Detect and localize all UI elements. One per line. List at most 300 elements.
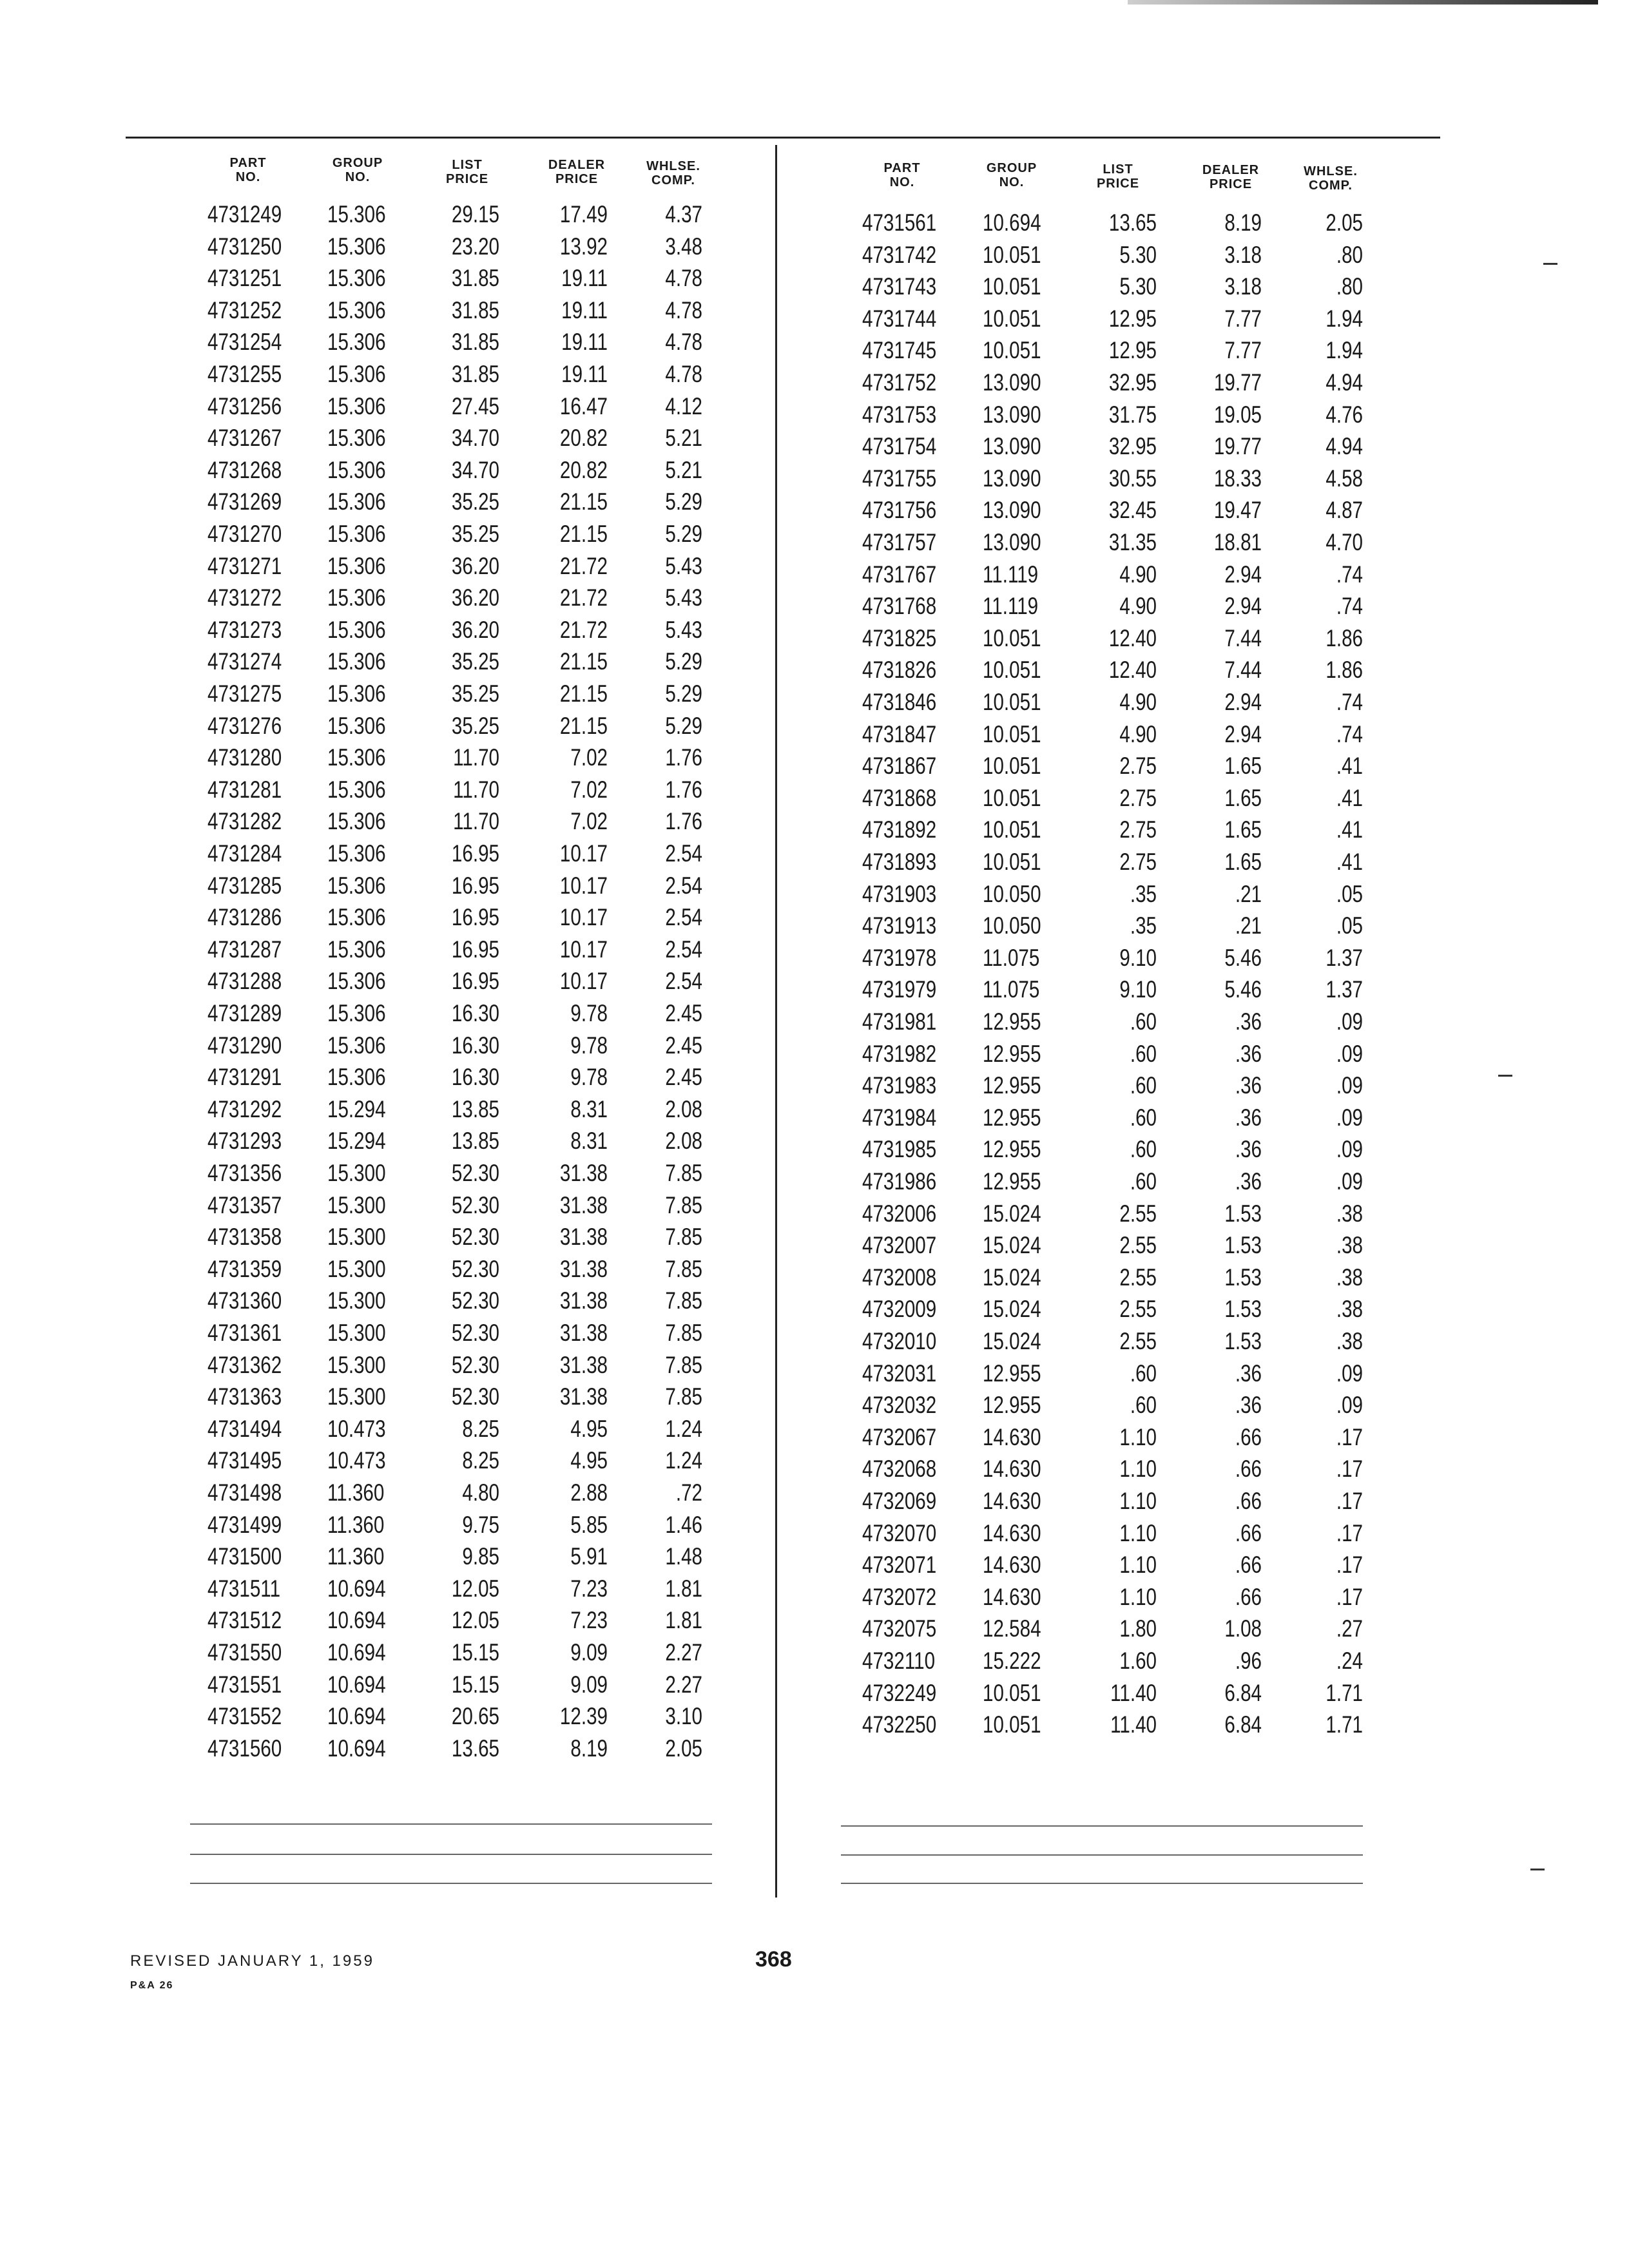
cell-list: 11.70 <box>453 744 499 771</box>
cell-group: 14.630 <box>983 1423 1041 1450</box>
cell-list: 12.95 <box>1108 305 1157 332</box>
cell-whlse: .80 <box>1336 241 1363 268</box>
cell-whlse: .41 <box>1336 849 1363 875</box>
cell-dealer: 19.11 <box>561 361 608 387</box>
cell-dealer: .36 <box>1235 1392 1262 1419</box>
cell-list: 52.30 <box>451 1224 499 1251</box>
cell-list: 36.20 <box>451 552 499 579</box>
cell-part: 4731867 <box>862 753 937 780</box>
cell-group: 10.051 <box>983 816 1041 843</box>
cell-part: 4732007 <box>862 1232 937 1259</box>
cell-part: 4732071 <box>862 1552 937 1579</box>
cell-group: 15.306 <box>327 712 386 739</box>
cell-dealer: 19.05 <box>1213 401 1262 428</box>
cell-list: 2.55 <box>1119 1232 1157 1259</box>
cell-whlse: 3.48 <box>665 233 702 260</box>
cell-list: 52.30 <box>451 1255 499 1282</box>
cell-group: 11.360 <box>327 1511 385 1538</box>
left-header-group: GROUP NO. <box>332 156 383 184</box>
cell-part: 4731868 <box>862 784 937 811</box>
cell-group: 15.306 <box>327 744 386 771</box>
cell-list: 12.05 <box>451 1607 499 1634</box>
cell-part: 4731281 <box>207 776 282 803</box>
cell-whlse: 7.85 <box>665 1320 702 1346</box>
cell-whlse: .74 <box>1336 720 1363 747</box>
cell-group: 13.090 <box>983 497 1041 524</box>
cell-group: 15.306 <box>327 392 386 419</box>
cell-list: .60 <box>1130 1168 1157 1195</box>
cell-group: 15.300 <box>327 1351 386 1378</box>
cell-list: 27.45 <box>451 392 499 419</box>
cell-whlse: .05 <box>1336 880 1363 907</box>
cell-list: 2.55 <box>1119 1264 1157 1291</box>
cell-part: 4731745 <box>862 337 937 364</box>
cell-group: 10.050 <box>983 912 1041 939</box>
cell-dealer: 1.08 <box>1224 1615 1262 1642</box>
right-header-part: PART NO. <box>883 161 921 189</box>
cell-list: .60 <box>1130 1360 1157 1387</box>
cell-part: 4731360 <box>207 1287 282 1314</box>
cell-list: 12.05 <box>451 1575 499 1602</box>
cell-whlse: 7.85 <box>665 1224 702 1251</box>
cell-part: 4731361 <box>207 1320 282 1346</box>
cell-whlse: 7.85 <box>665 1351 702 1378</box>
ledger-line <box>841 1825 1363 1827</box>
cell-whlse: 1.24 <box>665 1415 702 1442</box>
cell-list: 16.95 <box>451 936 499 963</box>
cell-part: 4731291 <box>207 1064 282 1091</box>
cell-whlse: .38 <box>1336 1328 1363 1354</box>
cell-group: 15.306 <box>327 361 386 387</box>
cell-list: 2.75 <box>1119 849 1157 875</box>
cell-dealer: 10.17 <box>559 936 608 963</box>
cell-dealer: 21.72 <box>559 584 608 611</box>
cell-dealer: .36 <box>1235 1008 1262 1035</box>
cell-list: .60 <box>1130 1008 1157 1035</box>
cell-dealer: 9.09 <box>570 1639 608 1666</box>
cell-group: 15.300 <box>327 1383 386 1410</box>
cell-dealer: .66 <box>1235 1583 1262 1610</box>
cell-dealer: 31.38 <box>559 1287 608 1314</box>
cell-dealer: 21.15 <box>559 648 608 675</box>
cell-part: 4731498 <box>207 1479 282 1506</box>
cell-dealer: 7.44 <box>1224 624 1262 651</box>
cell-whlse: 1.24 <box>665 1447 702 1474</box>
cell-whlse: .17 <box>1336 1423 1363 1450</box>
cell-dealer: 9.78 <box>570 1064 608 1091</box>
cell-part: 4731978 <box>862 944 937 971</box>
cell-dealer: 20.82 <box>559 456 608 483</box>
cell-part: 4731280 <box>207 744 282 771</box>
cell-dealer: 7.44 <box>1224 657 1262 684</box>
cell-list: 9.10 <box>1119 944 1157 971</box>
cell-part: 4731270 <box>207 521 282 547</box>
cell-list: 16.30 <box>451 1000 499 1026</box>
cell-part: 4731985 <box>862 1136 937 1163</box>
cell-part: 4731495 <box>207 1447 282 1474</box>
cell-list: 13.65 <box>451 1735 499 1762</box>
cell-dealer: 21.15 <box>559 712 608 739</box>
cell-part: 4732009 <box>862 1296 937 1323</box>
cell-whlse: 5.21 <box>665 425 702 452</box>
cell-group: 10.051 <box>983 849 1041 875</box>
cell-part: 4731272 <box>207 584 282 611</box>
cell-whlse: 2.54 <box>665 872 702 899</box>
cell-list: 2.55 <box>1119 1296 1157 1323</box>
cell-list: 31.85 <box>451 296 499 323</box>
cell-whlse: 1.37 <box>1325 944 1363 971</box>
cell-group: 15.024 <box>983 1200 1041 1227</box>
cell-list: 35.25 <box>451 680 499 707</box>
cell-dealer: 21.15 <box>559 521 608 547</box>
cell-dealer: 9.09 <box>570 1671 608 1698</box>
cell-part: 4731755 <box>862 465 937 492</box>
cell-list: .35 <box>1130 912 1157 939</box>
cell-group: 15.300 <box>327 1191 386 1218</box>
cell-dealer: 7.77 <box>1224 305 1262 332</box>
cell-group: 10.051 <box>983 241 1041 268</box>
cell-group: 11.360 <box>327 1543 385 1570</box>
cell-dealer: 7.77 <box>1224 337 1262 364</box>
cell-part: 4731768 <box>862 593 937 620</box>
cell-group: 10.051 <box>983 657 1041 684</box>
cell-group: 14.630 <box>983 1583 1041 1610</box>
cell-whlse: 1.94 <box>1325 337 1363 364</box>
cell-dealer: .21 <box>1235 880 1262 907</box>
cell-whlse: .72 <box>675 1479 702 1506</box>
cell-list: 15.15 <box>451 1639 499 1666</box>
cell-group: 15.024 <box>983 1232 1041 1259</box>
cell-dealer: 1.65 <box>1224 784 1262 811</box>
cell-part: 4732068 <box>862 1456 937 1483</box>
cell-part: 4731983 <box>862 1072 937 1099</box>
cell-part: 4732031 <box>862 1360 937 1387</box>
ledger-line <box>841 1883 1363 1884</box>
cell-dealer: 10.17 <box>559 872 608 899</box>
cell-group: 10.051 <box>983 305 1041 332</box>
cell-dealer: 7.02 <box>570 776 608 803</box>
cell-part: 4731767 <box>862 561 937 588</box>
cell-part: 4731256 <box>207 392 282 419</box>
cell-part: 4731251 <box>207 265 282 292</box>
cell-dealer: 31.38 <box>559 1191 608 1218</box>
page-number: 368 <box>755 1947 792 1972</box>
cell-part: 4731356 <box>207 1160 282 1186</box>
cell-whlse: .17 <box>1336 1552 1363 1579</box>
cell-whlse: 2.45 <box>665 1064 702 1091</box>
cell-group: 12.955 <box>983 1392 1041 1419</box>
cell-part: 4731825 <box>862 624 937 651</box>
right-header-group: GROUP NO. <box>986 161 1037 189</box>
cell-list: 31.75 <box>1108 401 1157 428</box>
cell-dealer: 2.94 <box>1224 593 1262 620</box>
cell-whlse: .09 <box>1336 1008 1363 1035</box>
cell-list: 31.85 <box>451 361 499 387</box>
margin-mark <box>1543 263 1557 265</box>
cell-whlse: 7.85 <box>665 1160 702 1186</box>
cell-group: 10.051 <box>983 784 1041 811</box>
cell-part: 4731276 <box>207 712 282 739</box>
cell-whlse: 7.85 <box>665 1287 702 1314</box>
cell-whlse: .74 <box>1336 593 1363 620</box>
cell-whlse: .41 <box>1336 753 1363 780</box>
cell-part: 4731981 <box>862 1008 937 1035</box>
cell-part: 4731756 <box>862 497 937 524</box>
cell-group: 12.955 <box>983 1136 1041 1163</box>
cell-whlse: 2.54 <box>665 968 702 995</box>
cell-part: 4731275 <box>207 680 282 707</box>
cell-list: 35.25 <box>451 712 499 739</box>
left-header-list: LIST PRICE <box>445 158 489 186</box>
cell-whlse: 5.29 <box>665 712 702 739</box>
cell-list: 1.60 <box>1119 1648 1157 1674</box>
cell-group: 15.306 <box>327 872 386 899</box>
cell-whlse: .38 <box>1336 1200 1363 1227</box>
cell-dealer: 5.91 <box>570 1543 608 1570</box>
cell-whlse: 5.29 <box>665 680 702 707</box>
cell-list: 12.40 <box>1108 657 1157 684</box>
cell-list: 4.90 <box>1119 561 1157 588</box>
cell-list: 4.90 <box>1119 593 1157 620</box>
left-header-whlse: WHLSE. COMP. <box>646 159 700 187</box>
cell-part: 4731982 <box>862 1040 937 1067</box>
cell-whlse: 2.08 <box>665 1095 702 1122</box>
cell-group: 15.306 <box>327 456 386 483</box>
cell-dealer: .36 <box>1235 1040 1262 1067</box>
cell-part: 4732067 <box>862 1423 937 1450</box>
cell-dealer: 21.72 <box>559 616 608 643</box>
cell-dealer: 16.47 <box>559 392 608 419</box>
cell-part: 4731744 <box>862 305 937 332</box>
cell-dealer: 7.02 <box>570 808 608 835</box>
cell-dealer: 1.53 <box>1224 1232 1262 1259</box>
cell-dealer: .36 <box>1235 1168 1262 1195</box>
cell-part: 4731293 <box>207 1128 282 1155</box>
cell-group: 10.694 <box>327 1671 386 1698</box>
cell-whlse: 5.43 <box>665 584 702 611</box>
cell-group: 10.473 <box>327 1415 386 1442</box>
cell-list: 1.10 <box>1119 1552 1157 1579</box>
cell-whlse: 7.85 <box>665 1191 702 1218</box>
cell-whlse: .38 <box>1336 1232 1363 1259</box>
cell-group: 15.306 <box>327 648 386 675</box>
cell-part: 4731268 <box>207 456 282 483</box>
cell-group: 12.584 <box>983 1615 1041 1642</box>
cell-part: 4731847 <box>862 720 937 747</box>
cell-part: 4731288 <box>207 968 282 995</box>
cell-part: 4731273 <box>207 616 282 643</box>
cell-list: 52.30 <box>451 1351 499 1378</box>
ledger-line <box>190 1883 712 1884</box>
cell-list: 4.90 <box>1119 720 1157 747</box>
cell-group: 10.051 <box>983 624 1041 651</box>
right-header-dealer: DEALER PRICE <box>1202 163 1260 191</box>
cell-part: 4732072 <box>862 1583 937 1610</box>
cell-part: 4731269 <box>207 488 282 515</box>
cell-list: 34.70 <box>451 456 499 483</box>
cell-whlse: 4.87 <box>1325 497 1363 524</box>
cell-part: 4731290 <box>207 1032 282 1059</box>
cell-group: 15.306 <box>327 776 386 803</box>
cell-list: 35.25 <box>451 521 499 547</box>
cell-list: .60 <box>1130 1392 1157 1419</box>
cell-dealer: 31.38 <box>559 1160 608 1186</box>
cell-group: 10.694 <box>983 209 1041 236</box>
cell-dealer: .36 <box>1235 1104 1262 1131</box>
cell-group: 15.306 <box>327 329 386 356</box>
cell-part: 4731903 <box>862 880 937 907</box>
cell-list: 36.20 <box>451 584 499 611</box>
cell-part: 4731362 <box>207 1351 282 1378</box>
cell-part: 4732249 <box>862 1679 937 1706</box>
cell-list: 1.10 <box>1119 1423 1157 1450</box>
left-header-dealer: DEALER PRICE <box>548 158 606 186</box>
cell-list: 2.75 <box>1119 784 1157 811</box>
cell-dealer: 10.17 <box>559 840 608 867</box>
cell-group: 10.051 <box>983 273 1041 300</box>
cell-group: 12.955 <box>983 1040 1041 1067</box>
cell-part: 4731826 <box>862 657 937 684</box>
cell-group: 15.306 <box>327 1000 386 1026</box>
cell-whlse: 4.78 <box>665 329 702 356</box>
cell-part: 4732069 <box>862 1488 937 1514</box>
cell-group: 15.306 <box>327 233 386 260</box>
cell-part: 4732006 <box>862 1200 937 1227</box>
cell-list: 29.15 <box>451 201 499 227</box>
cell-whlse: .17 <box>1336 1583 1363 1610</box>
cell-list: 52.30 <box>451 1160 499 1186</box>
cell-list: 30.55 <box>1108 465 1157 492</box>
cell-part: 4732010 <box>862 1328 937 1354</box>
cell-dealer: .21 <box>1235 912 1262 939</box>
cell-whlse: 5.29 <box>665 648 702 675</box>
cell-list: 4.80 <box>462 1479 499 1506</box>
cell-part: 4731494 <box>207 1415 282 1442</box>
cell-part: 4731359 <box>207 1255 282 1282</box>
cell-dealer: 19.77 <box>1213 369 1262 396</box>
cell-whlse: 2.45 <box>665 1032 702 1059</box>
cell-group: 11.075 <box>983 976 1040 1003</box>
cell-group: 10.694 <box>327 1607 386 1634</box>
cell-part: 4731892 <box>862 816 937 843</box>
cell-whlse: .17 <box>1336 1456 1363 1483</box>
cell-group: 10.694 <box>327 1575 386 1602</box>
cell-group: 10.473 <box>327 1447 386 1474</box>
cell-dealer: 31.38 <box>559 1351 608 1378</box>
cell-group: 15.024 <box>983 1328 1041 1354</box>
cell-group: 13.090 <box>983 465 1041 492</box>
cell-dealer: 21.15 <box>559 488 608 515</box>
cell-part: 4731984 <box>862 1104 937 1131</box>
cell-dealer: 17.49 <box>559 201 608 227</box>
cell-dealer: 19.11 <box>561 265 608 292</box>
cell-group: 10.051 <box>983 689 1041 715</box>
cell-part: 4731913 <box>862 912 937 939</box>
cell-part: 4731979 <box>862 976 937 1003</box>
cell-dealer: 18.81 <box>1213 529 1262 555</box>
cell-group: 13.090 <box>983 529 1041 555</box>
cell-dealer: 1.53 <box>1224 1200 1262 1227</box>
cell-list: 20.65 <box>451 1703 499 1730</box>
cell-part: 4731287 <box>207 936 282 963</box>
cell-group: 15.306 <box>327 1032 386 1059</box>
cell-part: 4731561 <box>862 209 937 236</box>
cell-dealer: 4.95 <box>570 1415 608 1442</box>
cell-list: 35.25 <box>451 648 499 675</box>
cell-whlse: .09 <box>1336 1168 1363 1195</box>
cell-group: 11.119 <box>983 593 1039 620</box>
cell-list: 16.95 <box>451 872 499 899</box>
cell-part: 4731289 <box>207 1000 282 1026</box>
cell-whlse: 1.46 <box>665 1511 702 1538</box>
cell-dealer: 1.65 <box>1224 816 1262 843</box>
cell-whlse: 5.21 <box>665 456 702 483</box>
cell-whlse: 1.37 <box>1325 976 1363 1003</box>
cell-part: 4731249 <box>207 201 282 227</box>
cell-dealer: .36 <box>1235 1360 1262 1387</box>
cell-group: 10.051 <box>983 753 1041 780</box>
cell-group: 14.630 <box>983 1456 1041 1483</box>
cell-list: .60 <box>1130 1136 1157 1163</box>
cell-whlse: 7.85 <box>665 1255 702 1282</box>
cell-group: 15.222 <box>983 1648 1041 1674</box>
margin-mark <box>1498 1075 1512 1077</box>
cell-part: 4731282 <box>207 808 282 835</box>
cell-dealer: 19.77 <box>1213 433 1262 460</box>
cell-whlse: 1.76 <box>665 808 702 835</box>
cell-list: 12.40 <box>1108 624 1157 651</box>
cell-list: 52.30 <box>451 1287 499 1314</box>
cell-group: 10.051 <box>983 720 1041 747</box>
cell-part: 4731986 <box>862 1168 937 1195</box>
header-rule <box>126 137 1440 139</box>
cell-group: 10.051 <box>983 1679 1041 1706</box>
cell-list: 32.45 <box>1108 497 1157 524</box>
cell-dealer: 1.65 <box>1224 753 1262 780</box>
ledger-line <box>841 1854 1363 1856</box>
cell-group: 13.090 <box>983 433 1041 460</box>
cell-list: 2.75 <box>1119 816 1157 843</box>
cell-dealer: 13.92 <box>559 233 608 260</box>
cell-group: 15.024 <box>983 1264 1041 1291</box>
cell-whlse: .09 <box>1336 1072 1363 1099</box>
cell-whlse: 4.78 <box>665 265 702 292</box>
cell-part: 4731250 <box>207 233 282 260</box>
cell-dealer: 9.78 <box>570 1032 608 1059</box>
cell-whlse: .41 <box>1336 816 1363 843</box>
cell-list: 5.30 <box>1119 273 1157 300</box>
cell-list: 52.30 <box>451 1191 499 1218</box>
cell-dealer: 3.18 <box>1224 273 1262 300</box>
cell-list: 16.95 <box>451 968 499 995</box>
cell-whlse: 1.76 <box>665 744 702 771</box>
cell-group: 10.051 <box>983 1711 1041 1738</box>
cell-list: 13.65 <box>1108 209 1157 236</box>
cell-part: 4731285 <box>207 872 282 899</box>
cell-part: 4731357 <box>207 1191 282 1218</box>
cell-list: 16.95 <box>451 840 499 867</box>
cell-dealer: .96 <box>1235 1648 1262 1674</box>
cell-dealer: 1.53 <box>1224 1328 1262 1354</box>
cell-group: 10.050 <box>983 880 1041 907</box>
cell-group: 15.306 <box>327 904 386 931</box>
cell-group: 15.024 <box>983 1296 1041 1323</box>
cell-list: 2.55 <box>1119 1200 1157 1227</box>
cell-part: 4732110 <box>862 1648 936 1674</box>
cell-whlse: 1.81 <box>665 1575 702 1602</box>
cell-list: 12.95 <box>1108 337 1157 364</box>
cell-part: 4731551 <box>207 1671 282 1698</box>
